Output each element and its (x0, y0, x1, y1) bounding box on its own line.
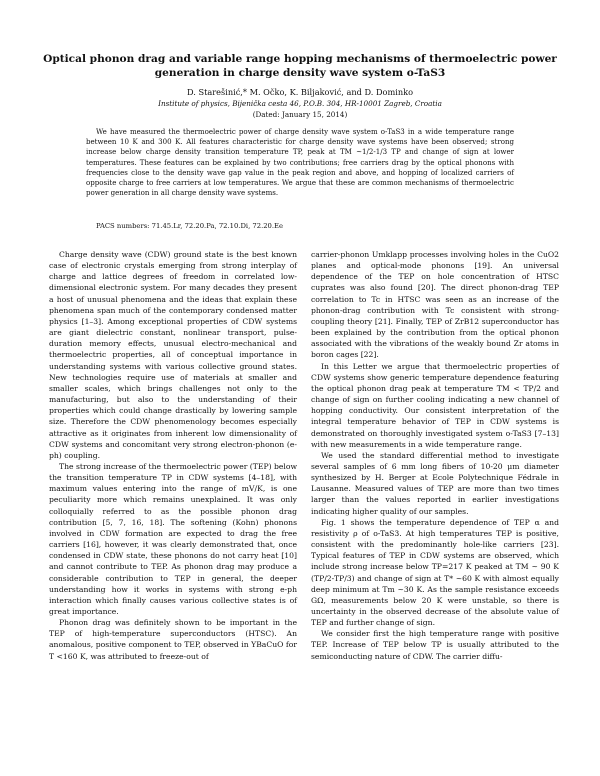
paragraph: We consider first the high temperature range with positive TEP. Increase of TEP below TP is usually attributed to the semiconducting nature of CDW. The carrier diffu- (311, 629, 559, 661)
paragraph: carrier-phonon Umklapp processes involving holes in the CuO2 planes and optical-mode phonons [19]. An universal dependence of the TEP on hole concentration of HTSC cuprates was also found [20]. The direct phonon-drag TEP correlation to Tc in HTSC was seen as an increase of the phonon-drag contribution with Tc consistent with strong-coupling theory [21]. Finally, TEP of ZrB12 superconductor has been explained by the contribution from the optical phonon associated with the vibrations of the weakly bound Zr atoms in boron cages [22]. (311, 250, 559, 360)
pacs-numbers: PACS numbers: 71.45.Lr, 72.20.Pa, 72.10.Di, 72.20.Ee (96, 222, 284, 230)
author-list: D. Starešinić,* M. Očko, K. Biljaković, and D. Dominko (186, 87, 414, 97)
paper-title: Optical phonon drag and variable range hopping mechanisms of thermoelectric power generation in charge density wave system o-TaS3 (43, 53, 557, 79)
affiliation: Institute of physics, Bijenička cesta 46, P.O.B. 304, HR-10001 Zagreb, Croatia (158, 99, 442, 108)
abstract: We have measured the thermoelectric power of charge density wave system o-TaS3 in a wide temperature range between 10 K and 300 K. All features characteristic for charge density wave systems have been observed; strong increase below charge density transition temperature TP, peak at TM ~1/2-1/3 TP and change of sign at lower temperatures. These features can be explained by two contributions; free carriers drag by the optical phonons with frequencies close to the density wave gap value in the peak region and above, and hopping of localized carriers of opposite charge to free carriers at low temperatures. We argue that these are common mechanisms of thermoelectric power generation in all charge density wave systems. (86, 127, 514, 198)
date-line: (Dated: January 15, 2014) (252, 110, 348, 119)
right-column (311, 249, 559, 662)
paragraph: The strong increase of the thermoelectric power (TEP) below the transition temperature TP in CDW systems [4–18], with maximum values entering into the range of mV/K, is one peculiarity more which remains unexplained. It was only colloquially referred to as the possible phonon drag contribution [5, 7, 16, 18]. The softening (Kohn) phonons involved in CDW formation are expected to drag the free carriers [16], however, it was clearly demonstrated that, once condensed in CDW state, these phonons do not carry heat [10] and cannot contribute to TEP. As phonon drag may produce a considerable contribution to TEP in general, the deeper understanding how it works in systems with strong e-ph interaction which finally causes various collective states is of great importance. (49, 461, 297, 616)
paragraph: Charge density wave (CDW) ground state is the best known case of electronic crystals emerging from strong interplay of charge and lattice degrees of freedom in correlated low-dimensional electronic system. For many decades they present a host of unusual phenomena and the ideas that explain these phenomena span much of the contemporary condensed matter physics [1–3]. Among exceptional properties of CDW systems are giant dielectric constant, nonlinear transport, pulse-duration memory effects, unusual electro-mechanical and thermoelectric properties, all of conceptual importance in understanding systems with various collective ground states. New technologies require use of materials at smaller and smaller scales, which brings challenges not only to the manufacturing, but also to the understanding of their properties which could change drastically by lowering sample size. Therefore the CDW phenomenology becomes especially attractive as it originates from inherent low dimensionality of CDW systems and concomitant very strong electron-phonon (e-ph) coupling. (49, 250, 297, 460)
paragraph: We used the standard differential method to investigate several samples of 6 mm long fibers of 10-20 μm diameter synthesized by H. Berger at Ecole Polytechnique Fédrale in Lausanne. Measured values of TEP are more than two times larger than the values reported in earlier investigations indicating higher quality of our samples. (311, 450, 559, 516)
left-column (49, 249, 297, 662)
paragraph: Fig. 1 shows the temperature dependence of TEP α and resistivity ρ of o-TaS3. At high temperatures TEP is positive, consistent with the predominantly hole-like carriers [23]. Typical features of TEP in CDW systems are observed, which include strong increase below TP=217 K peaked at TM ~ 90 K (TP/2-TP/3) and change of sign at T* ~60 K with almost equally deep minimum at Tm ~30 K. As the sample resistance exceeds GΩ, measurements below 20 K were unstable, so there is uncertainty in the observed decrease of the absolute value of TEP and further change of sign. (311, 517, 559, 628)
paragraph: Phonon drag was definitely shown to be important in the TEP of high-temperature superconductors (HTSC). An anomalous, positive component to TEP, observed in YBaCuO for T <160 K, was attributed to freeze-out of (49, 618, 297, 661)
paragraph: In this Letter we argue that thermoelectric properties of CDW systems show generic temperature dependence featuring the optical phonon drag peak at temperature TM < TP/2 and change of sign on further cooling indicating a new channel of hopping conductivity. Our consistent interpretation of the integral temperature behavior of TEP in CDW systems is demonstrated on thoroughly investigated system o-TaS3 [7–13] with new measurements in a wide temperature range. (311, 361, 559, 449)
